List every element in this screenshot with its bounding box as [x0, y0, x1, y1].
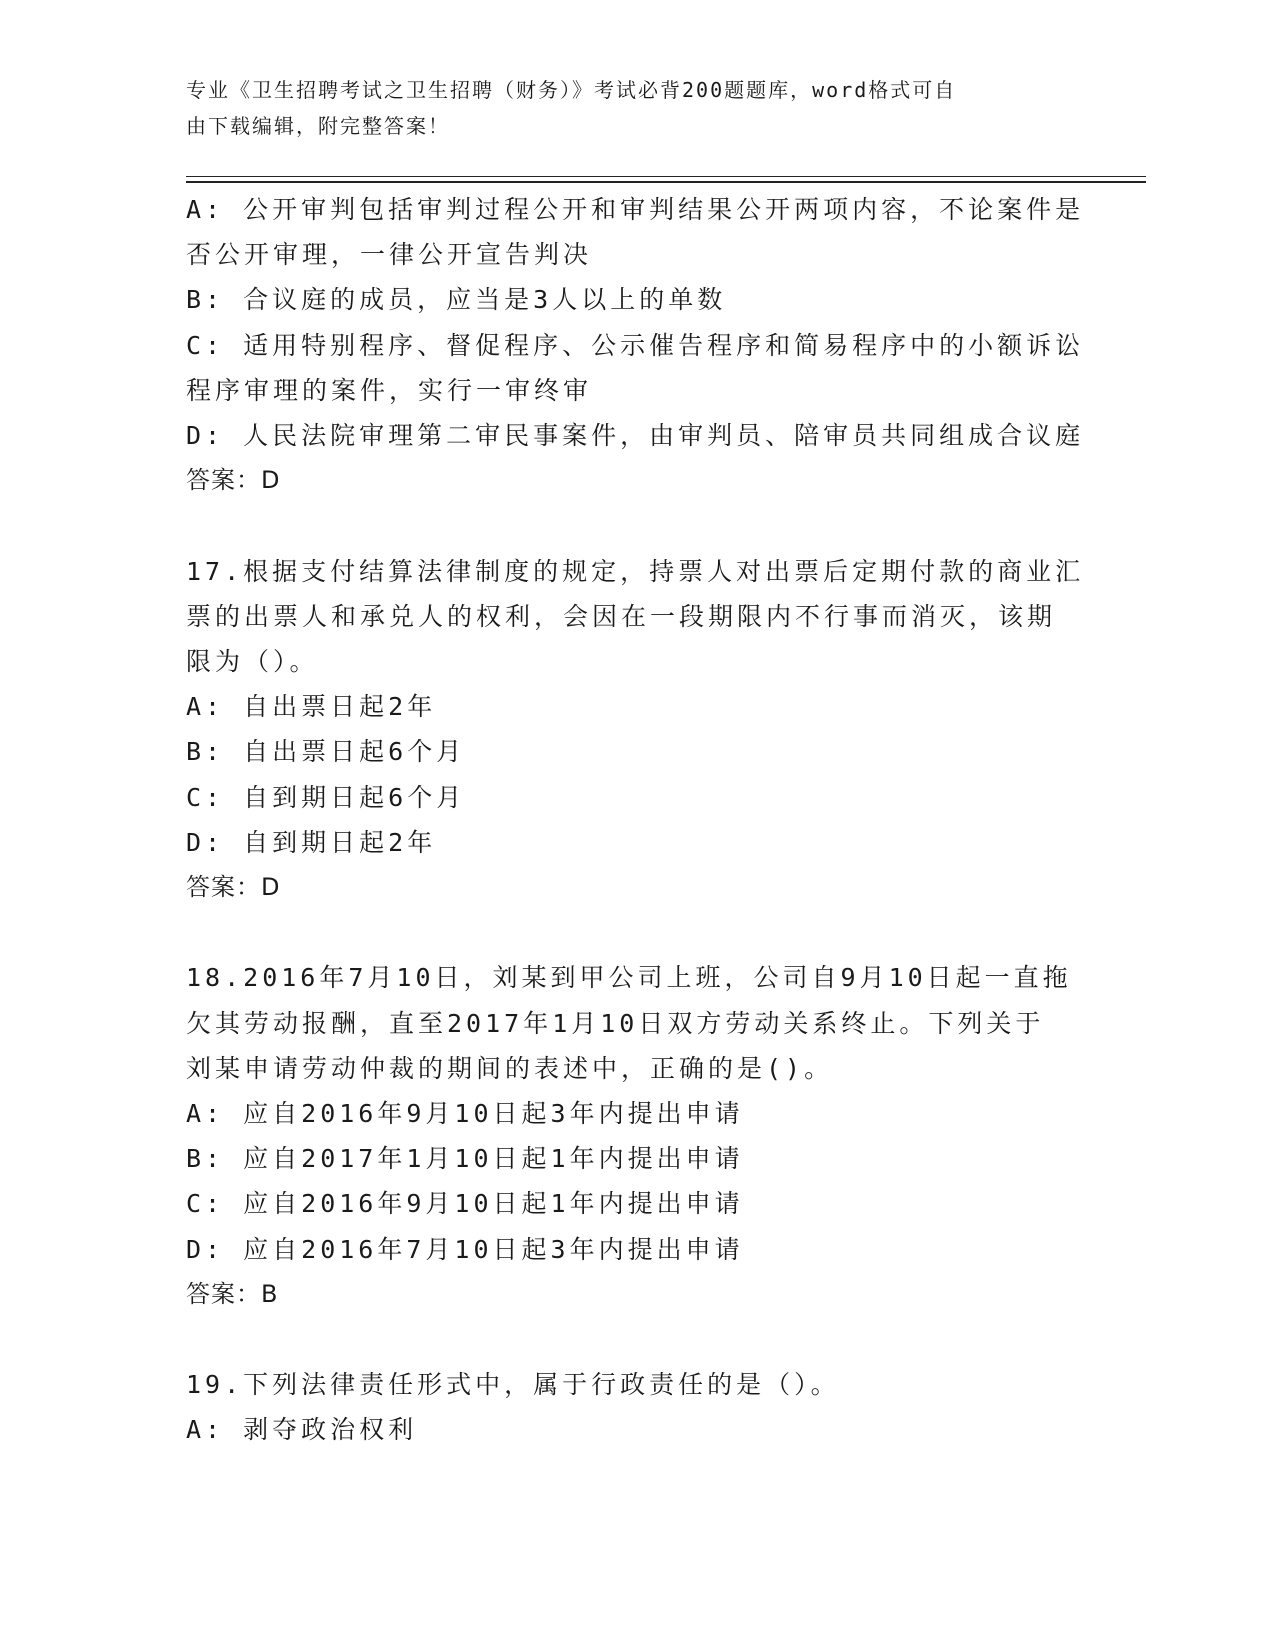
question-16-options — [186, 187, 1085, 503]
option-b: B: 合议庭的成员，应当是3人以上的单数 — [186, 285, 727, 315]
option-a: A: 剥夺政治权利 — [186, 1415, 418, 1445]
question-stem-line-1: 17.根据支付结算法律制度的规定，持票人对出票后定期付款的商业汇 — [186, 556, 1085, 586]
option-d: D: 自到期日起2年 — [186, 827, 437, 857]
header-line-1: 专业《卫生招聘考试之卫生招聘（财务）》考试必背200题题库，word格式可自 — [186, 78, 957, 102]
question-stem-line-3: 刘某申请劳动仲裁的期间的表述中，正确的是()。 — [186, 1053, 834, 1083]
option-d: D: 人民法院审理第二审民事案件，由审判员、陪审员共同组成合议庭 — [186, 421, 1085, 451]
option-a-line-2: 否公开审理，一律公开宣告判决 — [186, 240, 593, 270]
question-18 — [186, 955, 1072, 1317]
document-body — [186, 187, 1085, 1453]
option-a: A: 应自2016年9月10日起3年内提出申请 — [186, 1099, 744, 1129]
question-stem-line-2: 欠其劳动报酬，直至2017年1月10日双方劳动关系终止。下列关于 — [186, 1008, 1045, 1038]
option-d: D: 应自2016年7月10日起3年内提出申请 — [186, 1234, 744, 1264]
question-stem-line-1: 19.下列法律责任形式中，属于行政责任的是（）。 — [186, 1370, 840, 1400]
question-17 — [186, 549, 1085, 911]
option-c-line-2: 程序审理的案件，实行一审终审 — [186, 375, 593, 405]
header-rule-thick — [186, 181, 1146, 183]
answer: 答案：B — [186, 1279, 279, 1308]
question-stem-line-1: 18.2016年7月10日，刘某到甲公司上班，公司自9月10日起一直拖 — [186, 963, 1072, 993]
answer: 答案：D — [186, 466, 281, 495]
question-19 — [186, 1362, 1066, 1452]
option-a-line-1: A: 公开审判包括审判过程公开和审判结果公开两项内容，不论案件是 — [186, 195, 1085, 224]
option-c: C: 应自2016年9月10日起1年内提出申请 — [186, 1189, 744, 1219]
question-stem-line-2: 票的出票人和承兑人的权利，会因在一段期限内不行事而消灭，该期 — [186, 601, 1057, 631]
document-header — [186, 72, 1066, 144]
option-a: A: 自出票日起2年 — [186, 692, 437, 722]
answer: 答案：D — [186, 873, 281, 902]
spacer — [186, 910, 1066, 955]
spacer — [186, 1317, 1066, 1362]
option-b: B: 自出票日起6个月 — [186, 737, 466, 767]
option-c: C: 自到期日起6个月 — [186, 782, 466, 812]
option-c-line-1: C: 适用特别程序、督促程序、公示催告程序和简易程序中的小额诉讼 — [186, 330, 1085, 360]
header-line-2: 由下载编辑，附完整答案！ — [186, 114, 450, 138]
question-stem-line-3: 限为（）。 — [186, 647, 319, 677]
header-rule-thin — [186, 176, 1146, 177]
spacer — [186, 503, 1066, 548]
option-b: B: 应自2017年1月10日起1年内提出申请 — [186, 1144, 744, 1174]
